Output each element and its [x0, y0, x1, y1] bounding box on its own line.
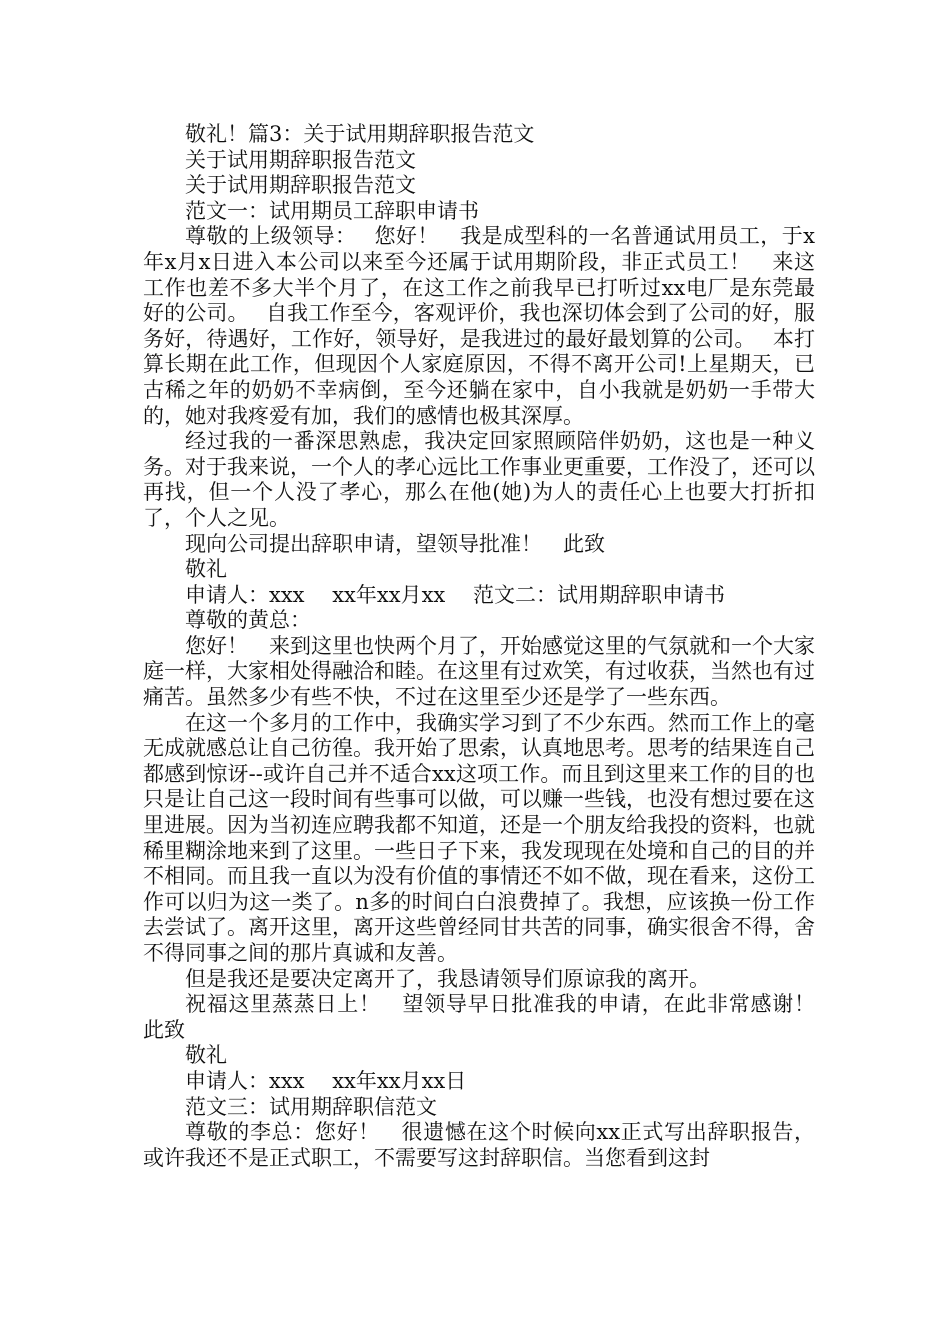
paragraph: 敬礼	[185, 557, 227, 582]
paragraph: 关于试用期辞职报告范文	[185, 173, 416, 198]
paragraph: 现向公司提出辞职申请，望领导批准！ 此致	[185, 531, 605, 556]
paragraph: 但是我还是要决定离开了，我恳请领导们原谅我的离开。	[185, 966, 710, 991]
paragraph: 祝福这里蒸蒸日上！ 望领导早日批准我的申请，在此非常感谢！ 此致	[143, 992, 836, 1042]
paragraph: 尊敬的上级领导： 您好！ 我是成型科的一名普通试用员工，于x年x月x日进入本公司以来至今还属于试用期阶段，非正式员工！ 来这工作也差不多大半个月了，在这工作之前我早已打听过xx电厂是东莞最好的公司。 自我工作至今，客观评价，我也深切体会到了公司的好，服务好，待遇好，工作好，领导好，是我进过的最好最划算的公司。 本打算长期在此工作，但现因个人家庭原因，不得不离开公司!上星期天，已古稀之年的奶奶不幸病倒，至今还躺在家中，自小我就是奶奶一手带大的，她对我疼爱有加，我们的感情也极其深厚。	[143, 224, 815, 428]
paragraph: 范文三：试用期辞职信范文	[185, 1094, 437, 1119]
paragraph: 尊敬的李总：您好！ 很遗憾在这个时候向xx正式写出辞职报告，或许我还不是正式职工，不需要写这封辞职信。当您看到这封	[143, 1120, 815, 1170]
paragraph: 敬礼！篇3：关于试用期辞职报告范文	[185, 122, 535, 146]
paragraph: 申请人：xxx xx年xx月xx日	[185, 1068, 467, 1093]
paragraph: 范文一：试用期员工辞职申请书	[185, 198, 479, 223]
paragraph: 申请人：xxx xx年xx月xx 范文二：试用期辞职申请书	[185, 582, 725, 607]
document-body	[143, 122, 836, 1171]
paragraph: 经过我的一番深思熟虑，我决定回家照顾陪伴奶奶，这也是一种义务。对于我来说，一个人的孝心远比工作事业更重要，工作没了，还可以再找，但一个人没了孝心，那么在他(她)为人的责任心上也要大打折扣了，个人之见。	[143, 429, 815, 530]
paragraph: 尊敬的黄总：	[185, 608, 311, 633]
paragraph: 您好！ 来到这里也快两个月了，开始感觉这里的气氛就和一个大家庭一样，大家相处得融洽和睦。在这里有过欢笑，有过收获，当然也有过痛苦。虽然多少有些不快，不过在这里至少还是学了一些东西。	[143, 633, 815, 710]
paragraph: 敬礼	[185, 1043, 227, 1068]
paragraph: 在这一个多月的工作中，我确实学习到了不少东西。然而工作上的毫无成就感总让自己彷徨。我开始了思索，认真地思考。思考的结果连自己都感到惊讶--或许自己并不适合xx这项工作。而且到这里来工作的目的也只是让自己这一段时间有些事可以做，可以赚一些钱，也没有想过要在这里进展。因为当初连应聘我都不知道，还是一个朋友给我投的资料，也就稀里糊涂地来到了这里。一些日子下来，我发现现在处境和自己的目的并不相同。而且我一直以为没有价值的事情还不如不做，现在看来，这份工作可以归为这一类了。n多的时间白白浪费掉了。我想，应该换一份工作去尝试了。离开这里，离开这些曾经同甘共苦的同事，确实很舍不得，舍不得同事之间的那片真诚和友善。	[143, 710, 815, 965]
paragraph: 关于试用期辞职报告范文	[185, 147, 416, 172]
